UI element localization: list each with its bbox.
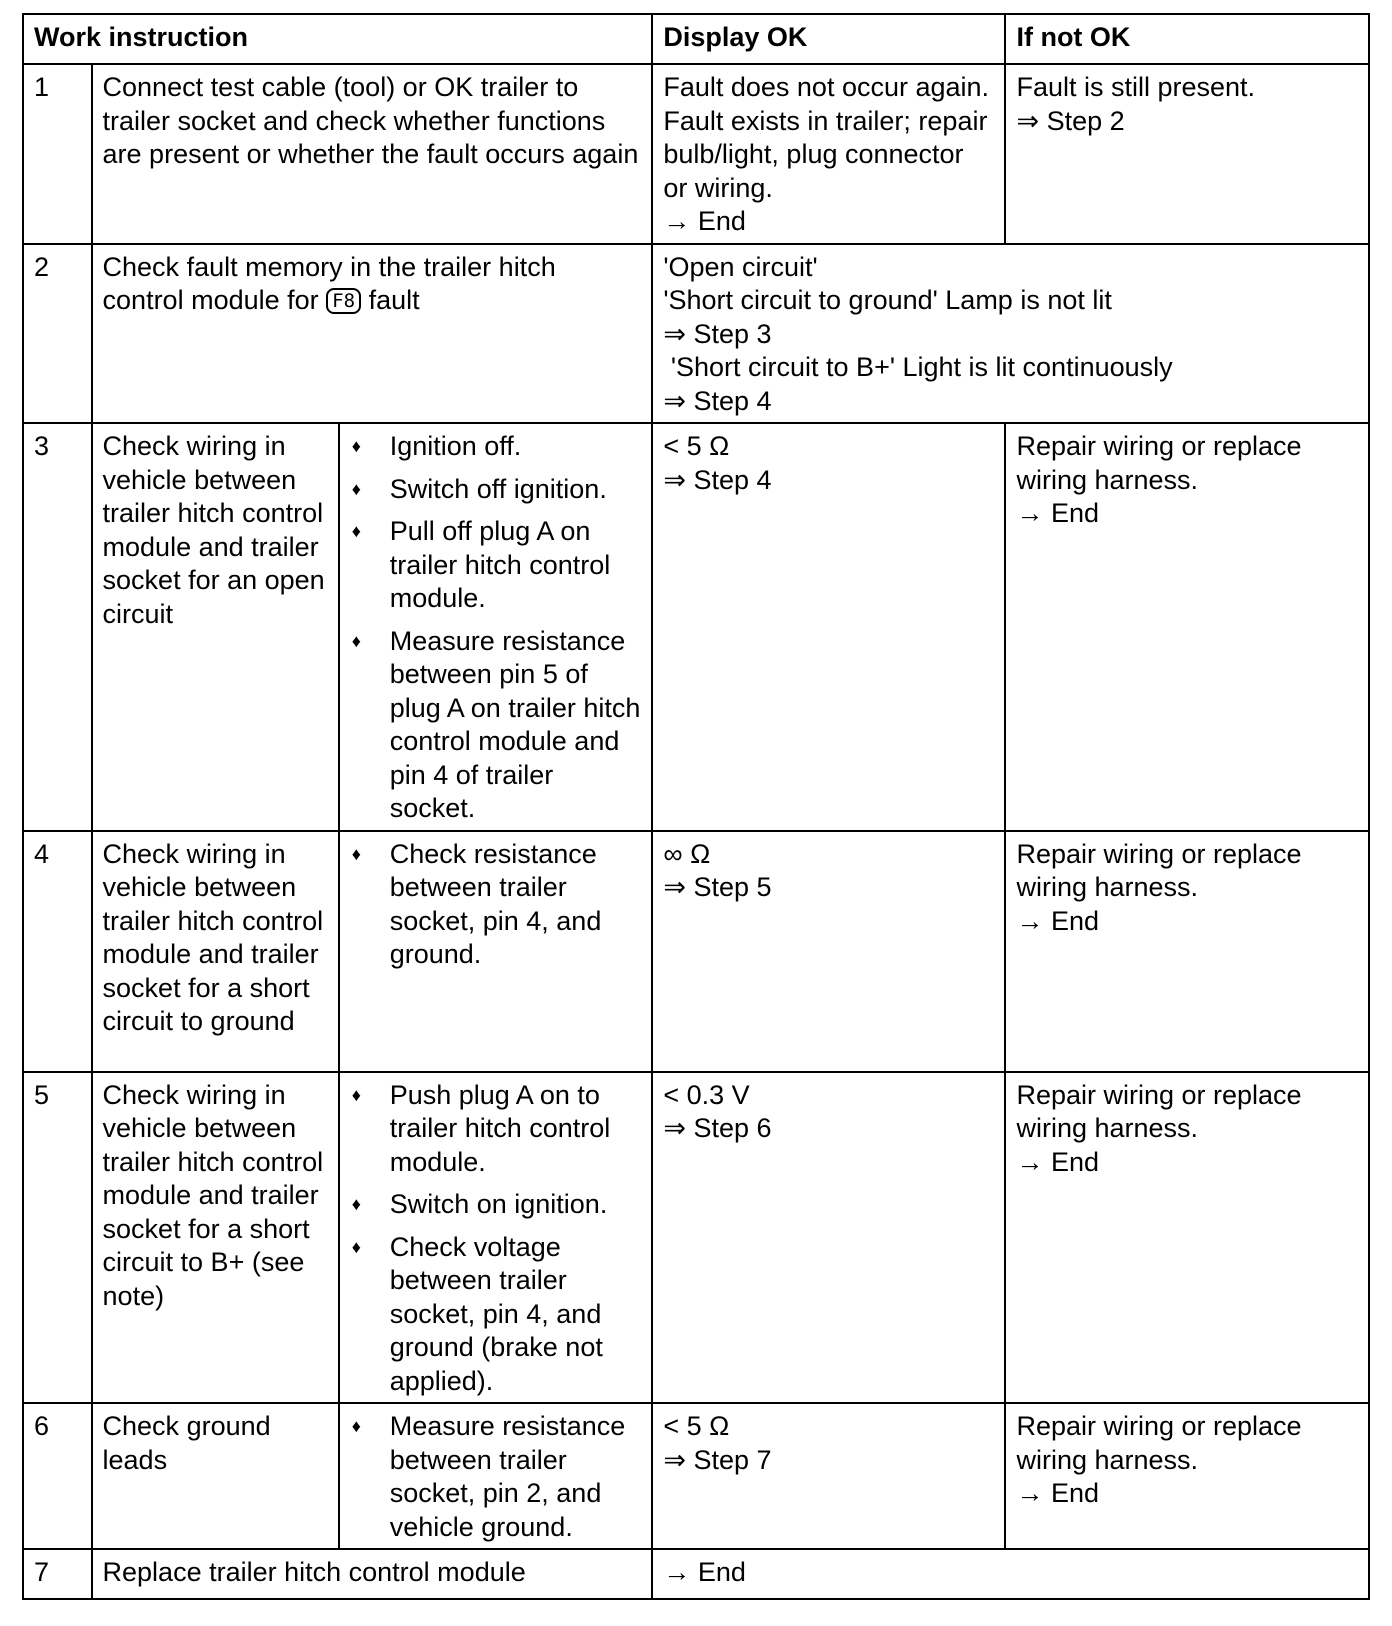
if-not-ok-cell <box>1005 64 1369 244</box>
display-ok-next: ⇒ Step 7 <box>663 1444 772 1475</box>
display-ok-cell <box>652 831 1005 1072</box>
step-row-1 <box>23 64 1369 244</box>
action-text: Pull off plug A on trailer hitch control module. <box>389 516 611 613</box>
display-ok-text: Fault does not occur again. <box>663 72 990 102</box>
action-cell <box>339 1403 653 1549</box>
action-item <box>350 1231 642 1399</box>
action-list <box>350 1410 642 1544</box>
result-text: 'Short circuit to ground' Lamp is not lit <box>663 285 1112 315</box>
action-item <box>350 625 642 826</box>
if-not-ok-next: → End <box>1016 498 1099 528</box>
display-ok-cell <box>652 64 1005 244</box>
diamond-bullet-icon: ♦ <box>351 1416 361 1436</box>
header-work-instruction: Work instruction <box>23 14 652 64</box>
action-item <box>350 1188 642 1222</box>
step-instruction: Check ground leads <box>92 1403 339 1549</box>
action-list <box>350 1079 642 1399</box>
step-row-7 <box>23 1549 1369 1599</box>
if-not-ok-text: Repair wiring or replace wiring harness. <box>1016 1079 1302 1143</box>
action-text: Check resistance between trailer socket, pin 4, and ground. <box>389 838 602 969</box>
action-text: Ignition off. <box>389 431 522 461</box>
action-item <box>350 473 642 507</box>
if-not-ok-text: Repair wiring or replace wiring harness. <box>1016 838 1302 902</box>
result-text: 'Open circuit' <box>663 251 818 282</box>
display-ok-next: ⇒ Step 6 <box>663 1113 772 1143</box>
step-instruction: Check wiring in vehicle between trailer hitch control module and trailer socket for a short circuit to B+ (see note) <box>92 1072 339 1404</box>
action-text: Push plug A on to trailer hitch control module. <box>389 1079 611 1177</box>
display-ok-text: < 0.3 V <box>663 1079 750 1110</box>
step-number: 6 <box>23 1403 92 1549</box>
diamond-bullet-icon: ♦ <box>351 630 361 651</box>
diamond-bullet-icon: ♦ <box>351 1236 361 1257</box>
step-row-3 <box>23 423 1369 831</box>
step-instruction: Check wiring in vehicle between trailer hitch control module and trailer socket for an open circuit <box>92 423 339 831</box>
diamond-bullet-icon: ♦ <box>351 1194 361 1214</box>
result-next: ⇒ Step 4 <box>663 385 772 416</box>
instruction-text: fault <box>368 285 420 315</box>
display-ok-text: ∞ Ω <box>663 838 711 869</box>
display-ok-next: ⇒ Step 5 <box>663 872 772 902</box>
diamond-bullet-icon: ♦ <box>351 478 361 499</box>
step-row-6 <box>23 1403 1369 1549</box>
header-display-ok: Display OK <box>652 14 1005 64</box>
action-text: Measure resistance between pin 5 of plug A on trailer hitch control module and pin 4 of trailer socket. <box>389 625 641 823</box>
action-text: Measure resistance between trailer socket, pin 2, and vehicle ground. <box>389 1411 626 1542</box>
action-text: Switch on ignition. <box>389 1189 608 1219</box>
display-ok-text: Fault exists in trailer; repair bulb/light, plug connector or wiring. <box>663 105 988 203</box>
if-not-ok-next: → End <box>1016 1146 1099 1177</box>
if-not-ok-cell <box>1005 1072 1369 1404</box>
step-number: 3 <box>23 423 92 831</box>
display-ok-cell <box>652 1072 1005 1404</box>
if-not-ok-text: Repair wiring or replace wiring harness. <box>1016 431 1302 495</box>
result-next: ⇒ Step 3 <box>663 318 772 349</box>
step-instruction: Check wiring in vehicle between trailer hitch control module and trailer socket for a short circuit to ground <box>92 831 339 1072</box>
work-instruction-table <box>22 13 1370 1600</box>
display-ok-text: < 5 Ω <box>663 431 730 461</box>
display-ok-next: → End <box>663 206 746 236</box>
step-instruction <box>92 244 653 424</box>
f8-key-icon: F8 <box>326 288 361 314</box>
step-instruction: Replace trailer hitch control module <box>92 1549 653 1599</box>
step-instruction: Connect test cable (tool) or OK trailer to trailer socket and check whether functions are present or whether the fault occurs again <box>92 64 653 244</box>
action-text: Check voltage between trailer socket, pin 4, and ground (brake not applied). <box>389 1231 603 1396</box>
action-list <box>350 838 642 972</box>
display-ok-cell <box>652 423 1005 831</box>
step-number: 1 <box>23 64 92 244</box>
action-item <box>350 838 642 972</box>
step-number: 7 <box>23 1549 92 1599</box>
display-ok-cell <box>652 1403 1005 1549</box>
if-not-ok-next: ⇒ Step 2 <box>1016 105 1125 136</box>
action-text: Switch off ignition. <box>389 473 607 504</box>
header-if-not-ok: If not OK <box>1005 14 1369 64</box>
if-not-ok-cell <box>1005 831 1369 1072</box>
step-row-2 <box>23 244 1369 424</box>
diamond-bullet-icon: ♦ <box>351 1084 361 1105</box>
step-row-4 <box>23 831 1369 1072</box>
action-item <box>350 1079 642 1180</box>
diamond-bullet-icon: ♦ <box>351 521 361 541</box>
display-ok-text: < 5 Ω <box>663 1411 730 1441</box>
action-item <box>350 430 642 464</box>
if-not-ok-cell <box>1005 423 1369 831</box>
result-next: → End <box>663 1557 746 1587</box>
step-number: 2 <box>23 244 92 424</box>
action-list <box>350 430 642 826</box>
action-cell <box>339 423 653 831</box>
display-ok-next: ⇒ Step 4 <box>663 464 772 495</box>
header-row <box>23 14 1369 64</box>
if-not-ok-text: Repair wiring or replace wiring harness. <box>1016 1411 1302 1475</box>
action-cell <box>339 831 653 1072</box>
if-not-ok-text: Fault is still present. <box>1016 72 1256 102</box>
action-item <box>350 1410 642 1544</box>
step-row-5 <box>23 1072 1369 1404</box>
action-cell <box>339 1072 653 1404</box>
instruction-text: Check fault memory in the trailer hitch control module for <box>102 251 556 315</box>
step-number: 4 <box>23 831 92 1072</box>
if-not-ok-cell <box>1005 1403 1369 1549</box>
diamond-bullet-icon: ♦ <box>351 843 361 864</box>
diamond-bullet-icon: ♦ <box>351 436 361 456</box>
if-not-ok-next: → End <box>1016 905 1099 936</box>
if-not-ok-next: → End <box>1016 1478 1099 1508</box>
result-cell <box>652 244 1369 424</box>
step-number: 5 <box>23 1072 92 1404</box>
action-item <box>350 515 642 616</box>
result-cell <box>652 1549 1369 1599</box>
result-text: 'Short circuit to B+' Light is lit continuously <box>663 352 1173 382</box>
